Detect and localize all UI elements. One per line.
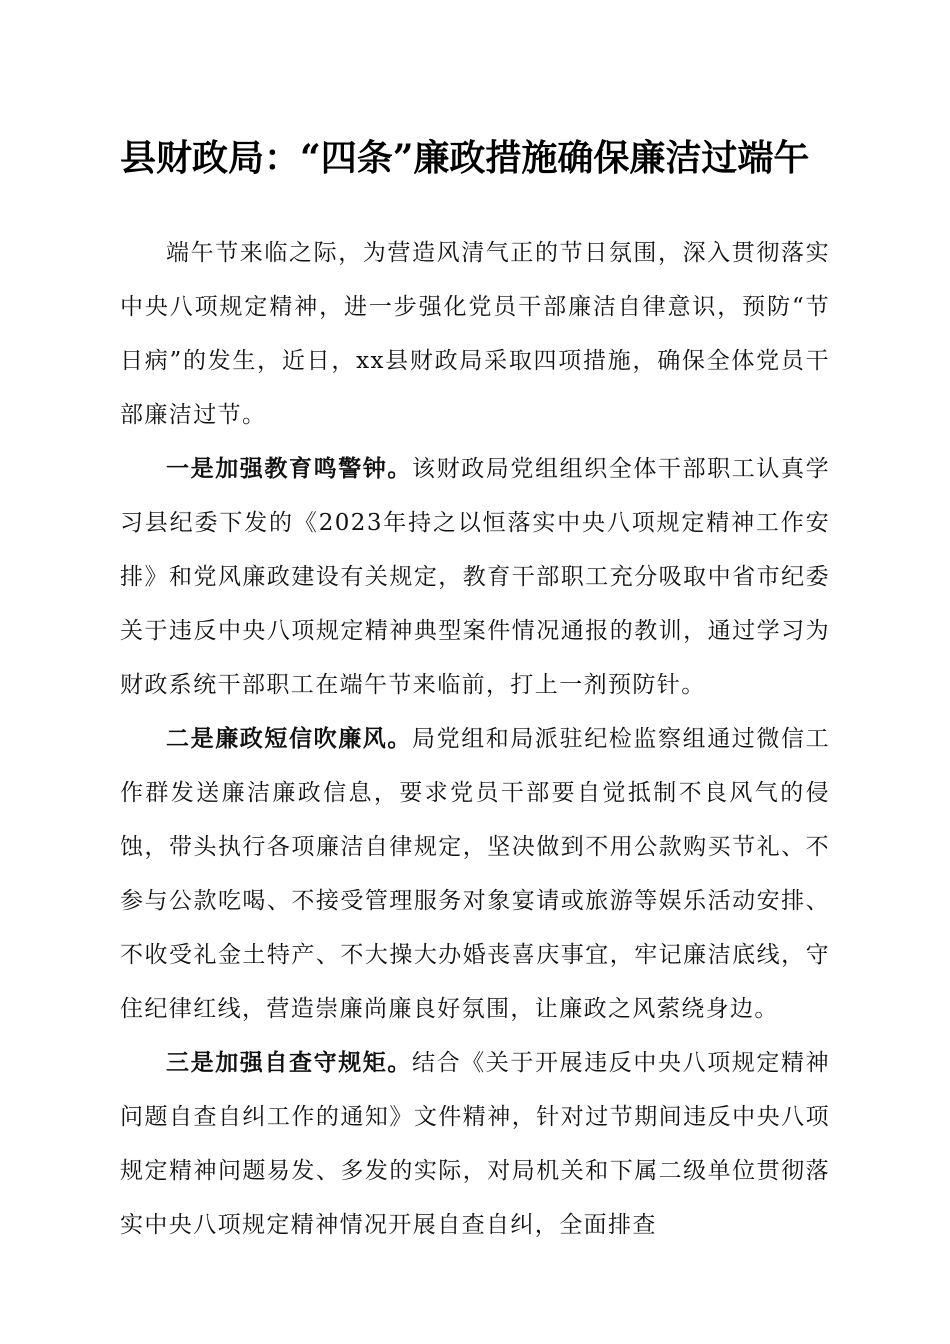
section-lead-1: 一是加强教育鸣警钟。 xyxy=(166,455,412,482)
section-text-3: 结合《关于开展违反中央八项规定精神问题自查自纠工作的通知》文件精神，针对过节期间违反中央八项规定精神问题易发、多发的实际，对局机关和下属二级单位贯彻落实中央八项规定精神情况开展自查自纠，全面排查 xyxy=(120,1050,830,1238)
section-paragraph-1 xyxy=(120,442,830,712)
section-lead-3: 三是加强自查守规矩。 xyxy=(166,1049,412,1076)
document-body xyxy=(120,226,830,1252)
section-paragraph-2 xyxy=(120,712,830,1036)
section-text-1: 该财政局党组组织全体干部职工认真学习县纪委下发的《2023年持之以恒落实中央八项规定精神工作安排》和党风廉政建设有关规定，教育干部职工充分吸取中省市纪委关于违反中央八项规定精神典型案件情况通报的教训，通过学习为财政系统干部职工在端午节来临前，打上一剂预防针。 xyxy=(120,456,830,698)
document-title: 县财政局：“四条”廉政措施确保廉洁过端午 xyxy=(120,137,810,179)
intro-paragraph: 端午节来临之际，为营造风清气正的节日氛围，深入贯彻落实中央八项规定精神，进一步强化党员干部廉洁自律意识，预防“节日病”的发生，近日，xx县财政局采取四项措施，确保全体党员干部廉洁过节。 xyxy=(120,240,830,428)
section-paragraph-3 xyxy=(120,1036,830,1252)
section-text-2: 局党组和局派驻纪检监察组通过微信工作群发送廉洁廉政信息，要求党员干部要自觉抵制不良风气的侵蚀，带头执行各项廉洁自律规定，坚决做到不用公款购买节礼、不参与公款吃喝、不接受管理服务对象宴请或旅游等娱乐活动安排、不收受礼金土特产、不大操大办婚丧喜庆事宜，牢记廉洁底线，守住纪律红线，营造崇廉尚廉良好氛围，让廉政之风萦绕身边。 xyxy=(120,726,830,1022)
section-lead-2: 二是廉政短信吹廉风。 xyxy=(166,725,412,752)
